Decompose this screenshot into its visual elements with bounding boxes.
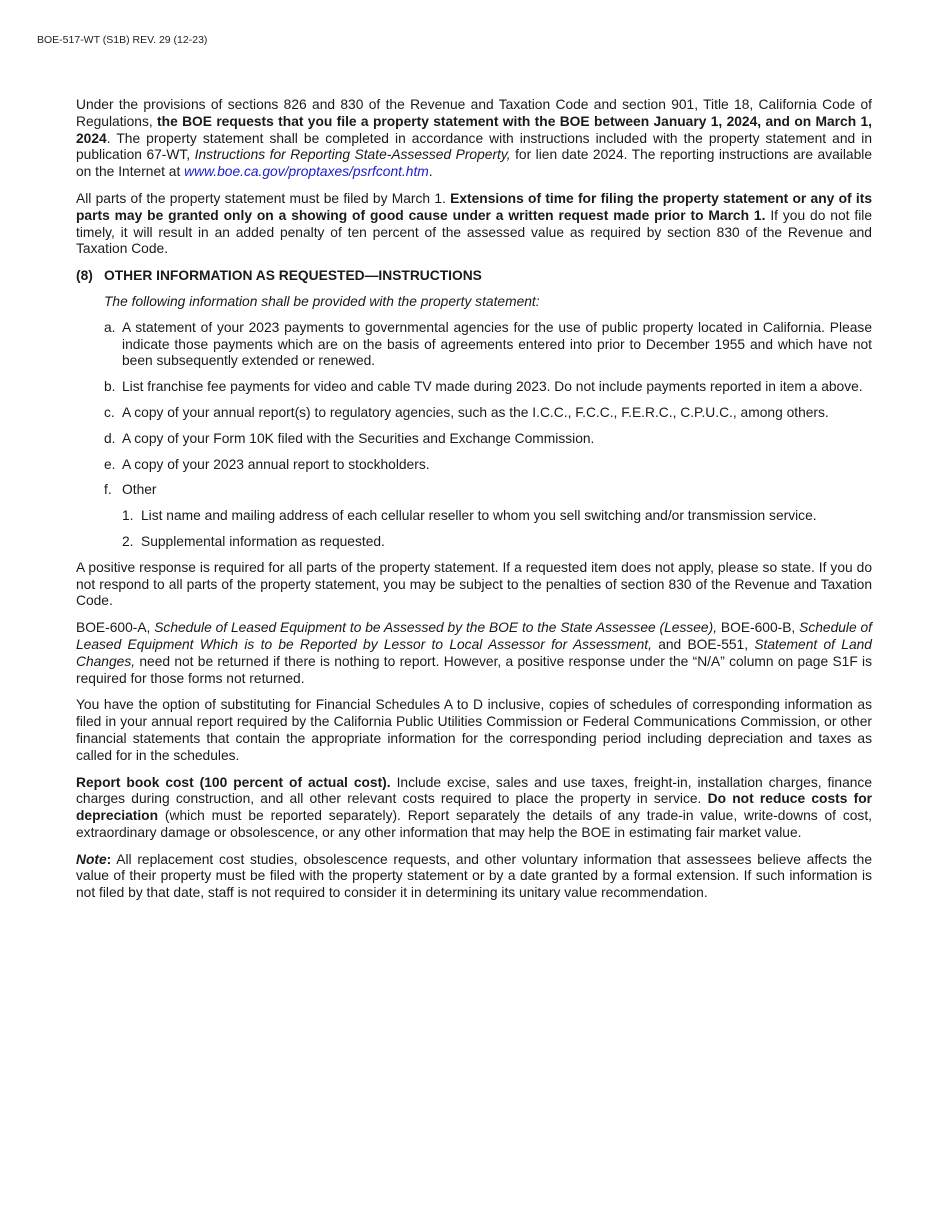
form-title: Schedule of Leased Equipment to be Assessed by the BOE to the State Assessee (Lessee), xyxy=(154,620,718,636)
item-text: A statement of your 2023 payments to governmental agencies for the use of public property located in California. Please indicate those payments which are on the basis of agreements entered into prior to December 1955 and which have not been subsequently extended or renewed. xyxy=(122,319,872,369)
list-item xyxy=(76,405,872,422)
text: If you do not file timely, it will result in an added penalty of ten percent of the assessed value as required by section 830 of the Revenue and Taxation Code. xyxy=(76,207,873,257)
text: All parts of the property statement must be filed by March 1. xyxy=(76,190,451,206)
item-marker: f. xyxy=(104,482,112,498)
item-text: List franchise fee payments for video and cable TV made during 2023. Do not include payments reported in item a above. xyxy=(122,379,863,395)
item-marker: a. xyxy=(104,319,116,335)
book-cost-paragraph xyxy=(76,775,872,842)
list-item xyxy=(76,457,872,474)
text: BOE-600-B, xyxy=(717,620,800,636)
sub-item-marker: 1. xyxy=(122,508,134,524)
text: . xyxy=(428,164,433,180)
item-text: A copy of your Form 10K filed with the Securities and Exchange Commission. xyxy=(122,430,595,446)
item-text: A copy of your 2023 annual report to stockholders. xyxy=(122,456,430,472)
list-item xyxy=(76,320,872,370)
list-item xyxy=(76,482,872,499)
bold-text: Do not reduce costs for depreciation xyxy=(76,791,873,824)
note-label: Note xyxy=(76,851,107,867)
boe-website-link[interactable]: www.boe.ca.gov/proptaxes/psrfcont.htm xyxy=(184,164,429,180)
text: for lien date 2024. The reporting instructions are available on the Internet at xyxy=(76,147,873,180)
sub-list-item xyxy=(122,534,872,551)
bold-text: the BOE requests that you file a property statement with the BOE between January 1, 2024, and on March 1, 2024 xyxy=(76,113,872,146)
financial-schedules-paragraph: You have the option of substituting for Financial Schedules A to D inclusive, copies of schedules of corresponding information as filed in your annual report required by the California Public Utilities Commission or Federal Communications Commission, or other financial statements that contain the appropriate information for the corresponding period including depreciation and taxes as called for in the schedules. xyxy=(76,697,872,763)
list-item xyxy=(76,379,872,396)
section-intro: The following information shall be provided with the property statement: xyxy=(104,293,540,309)
item-text: A copy of your annual report(s) to regulatory agencies, such as the I.C.C., F.C.C., F.E.R.C., C.P.U.C., among others. xyxy=(122,404,829,420)
text: All replacement cost studies, obsolescence requests, and other voluntary information that assessees believe affects the value of their property must be filed with the property statement or by a date granted by a formal extension. If such information is not filed by that date, staff is not required to consider it in determining its unitary value recommendation. xyxy=(76,851,872,901)
item-text: Other xyxy=(122,482,157,498)
form-title: Statement of Land Changes, xyxy=(76,636,872,669)
bold-text: Extensions of time for filing the property statement or any of its parts may be granted only on a showing of good cause under a written request made prior to March 1. xyxy=(76,190,873,223)
form-title: Schedule of Leased Equipment Which is to be Reported by Lessor to Local Assessor for Assessment, xyxy=(76,620,873,652)
bold-text: Report book cost (100 percent of actual cost). xyxy=(76,774,391,790)
section-number: (8) xyxy=(76,268,93,284)
text: Under the provisions of sections 826 and 830 of the Revenue and Taxation Code and section 901, Title 18, California Code of Regulations, xyxy=(76,97,872,129)
text: and BOE-551, xyxy=(651,636,755,652)
list-item xyxy=(76,431,872,448)
publication-title: Instructions for Reporting State-Assessed Property, xyxy=(194,147,511,163)
item-marker: b. xyxy=(104,379,116,395)
sub-item-marker: 2. xyxy=(122,533,134,549)
item-marker: c. xyxy=(104,404,115,420)
bold-text: : xyxy=(106,851,112,867)
document-body xyxy=(76,97,872,912)
form-id: BOE-517-WT (S1B) REV. 29 (12-23) xyxy=(37,34,208,46)
sub-list-item xyxy=(122,508,872,525)
text: (which must be reported separately). Report separately the details of any trade-in value, write-downs of cost, extraordinary damage or obsolescence, or any other information that may help the BOE in estimating fair market value. xyxy=(76,808,872,840)
note-paragraph xyxy=(76,852,872,902)
sub-item-text: List name and mailing address of each cellular reseller to whom you sell switching and/or transmission service. xyxy=(141,508,817,524)
item-marker: e. xyxy=(104,456,116,472)
positive-response-paragraph: A positive response is required for all parts of the property statement. If a requested item does not apply, please so state. If you do not respond to all parts of the property statement, you may be subject to the penalties of section 830 of the Revenue and Taxation Code. xyxy=(76,559,872,609)
item-marker: d. xyxy=(104,430,116,446)
leased-equipment-paragraph xyxy=(76,620,872,687)
filing-provisions-paragraph xyxy=(76,97,872,181)
sub-item-text: Supplemental information as requested. xyxy=(141,533,385,549)
text: Include excise, sales and use taxes, freight-in, installation charges, finance charges during construction, and all other relevant costs required to place the property in service. xyxy=(76,774,873,807)
text: BOE-600-A, xyxy=(76,620,155,636)
section-8-heading xyxy=(76,268,872,285)
text: need not be returned if there is nothing to report. However, a positive response under the “N/A” column on page S1F is required for those forms not returned. xyxy=(76,653,872,686)
section-title: OTHER INFORMATION AS REQUESTED—INSTRUCTIONS xyxy=(104,268,482,284)
text: . The property statement shall be completed in accordance with instructions included with the property statement and in publication 67-WT, xyxy=(76,130,872,163)
extensions-paragraph xyxy=(76,191,872,258)
